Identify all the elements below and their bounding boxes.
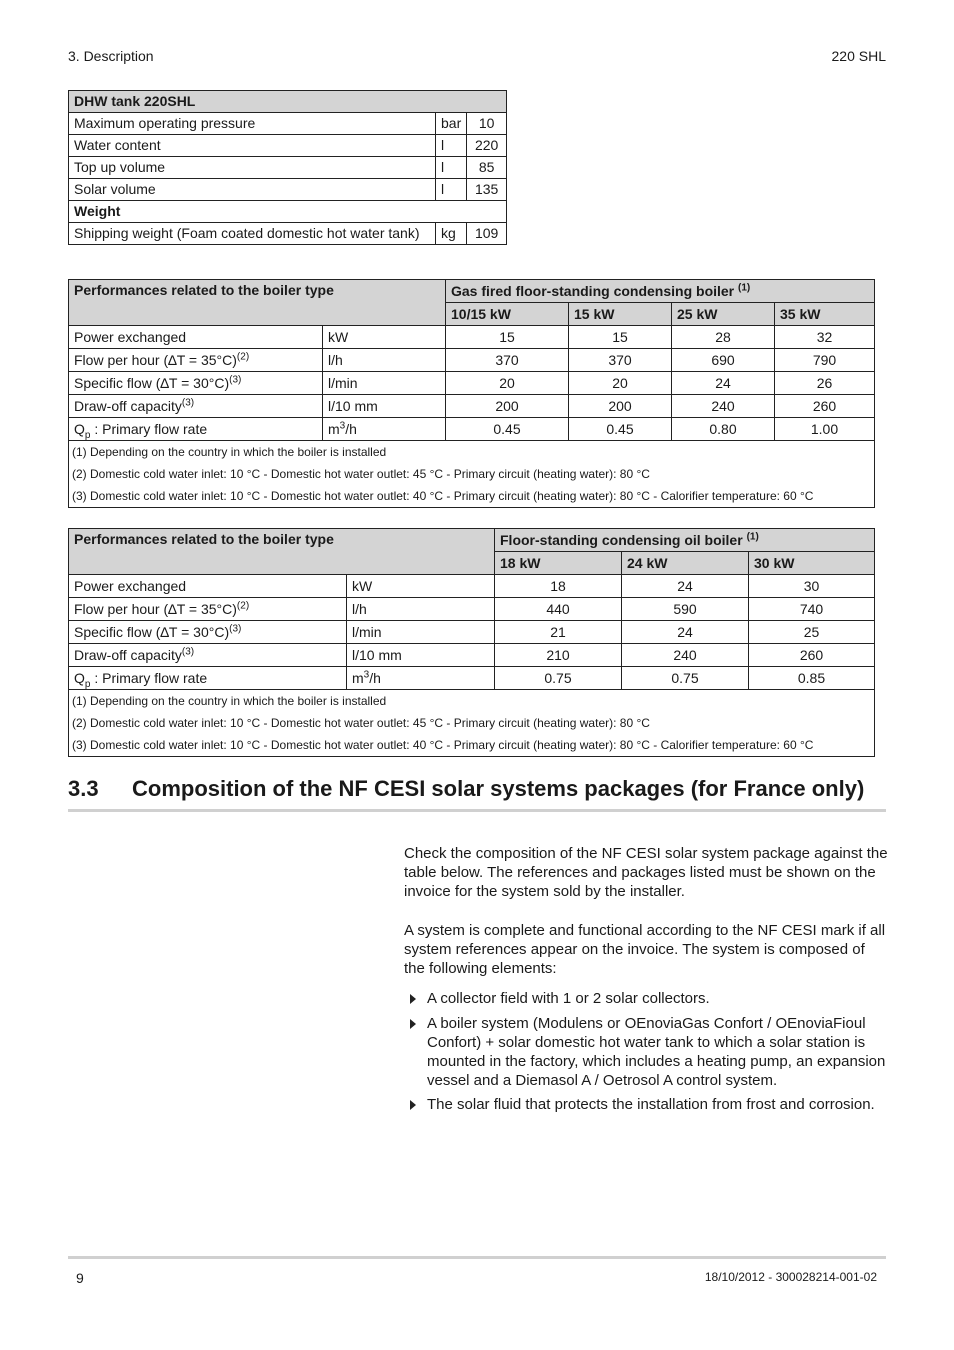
table-row	[69, 349, 875, 372]
list-item	[404, 989, 888, 1008]
row-unit: kW	[323, 326, 446, 349]
row-label: $Q_p$ : Primary flow rate	[69, 667, 347, 690]
table-row	[69, 621, 875, 644]
dhw-tank-table	[68, 90, 507, 245]
cell-value: 15	[446, 326, 569, 349]
document-reference: 18/10/2012 - 300028214-001-02	[704, 1270, 877, 1284]
row-unit: l	[436, 157, 467, 179]
gas-group-heading: Gas fired floor-standing condensing boiler $^{(1)}$	[446, 280, 875, 303]
footer-divider	[68, 1256, 886, 1259]
row-value: 109	[467, 223, 507, 245]
dhw-table-title: DHW tank 220SHL	[69, 91, 507, 113]
table-row	[69, 223, 507, 245]
row-unit: l	[436, 179, 467, 201]
column-header: 24 kW	[622, 552, 749, 575]
row-value: 85	[467, 157, 507, 179]
cell-value: 690	[672, 349, 775, 372]
oil-table-heading: Performances related to the boiler type	[69, 529, 495, 575]
header-section: 3. Description	[68, 48, 154, 64]
list-item-text: The solar fluid that protects the installation from frost and corrosion.	[427, 1096, 875, 1113]
table-row	[69, 113, 507, 135]
row-label: Power exchanged	[69, 326, 323, 349]
cell-value: 0.75	[495, 667, 622, 690]
row-unit: l/min	[347, 621, 495, 644]
table-footnotes	[69, 690, 875, 757]
cell-value: 0.75	[622, 667, 749, 690]
cell-value: 370	[446, 349, 569, 372]
section-number: 3.3	[68, 776, 99, 801]
cell-value: 32	[775, 326, 875, 349]
row-unit: kg	[436, 223, 467, 245]
cell-value: 0.80	[672, 418, 775, 441]
cell-value: 210	[495, 644, 622, 667]
cell-value: 24	[622, 621, 749, 644]
cell-value: 240	[622, 644, 749, 667]
column-header: 35 kW	[775, 303, 875, 326]
cell-value: 200	[446, 395, 569, 418]
cell-value: 200	[569, 395, 672, 418]
footnote: (2) Domestic cold water inlet: 10 °C - Domestic hot water outlet: 45 °C - Primary circuit (heating water): 80 °C	[72, 716, 650, 730]
cell-value: 30	[749, 575, 875, 598]
list-item	[404, 1014, 888, 1090]
cell-value: 25	[749, 621, 875, 644]
table-row	[69, 179, 507, 201]
table-row	[69, 157, 507, 179]
row-label: Maximum operating pressure	[69, 113, 436, 135]
row-label: $Q_p$ : Primary flow rate	[69, 418, 323, 441]
oil-group-heading: Floor-standing condensing oil boiler $^{(1)}$	[495, 529, 875, 552]
column-header: 18 kW	[495, 552, 622, 575]
section-divider	[68, 809, 886, 812]
weight-heading: Weight	[69, 201, 507, 223]
row-label: Top up volume	[69, 157, 436, 179]
row-unit: l/10 mm	[347, 644, 495, 667]
footnote: (3) Domestic cold water inlet: 10 °C - Domestic hot water outlet: 40 °C - Primary circuit (heating water): 80 °C - Calorifier temperature: 60 °C	[72, 489, 814, 503]
cell-value: 0.45	[446, 418, 569, 441]
cell-value: 24	[672, 372, 775, 395]
cell-value: 20	[569, 372, 672, 395]
row-label: Power exchanged	[69, 575, 347, 598]
row-unit: kW	[347, 575, 495, 598]
bullet-arrow-icon	[410, 1100, 416, 1110]
column-header: 15 kW	[569, 303, 672, 326]
footnote: (1) Depending on the country in which the boiler is installed	[72, 694, 387, 708]
table-row	[69, 135, 507, 157]
row-unit: bar	[436, 113, 467, 135]
row-label: Solar volume	[69, 179, 436, 201]
row-label: Draw-off capacity$^{(3)}$	[69, 644, 347, 667]
cell-value: 260	[775, 395, 875, 418]
table-row	[69, 598, 875, 621]
row-value: 10	[467, 113, 507, 135]
header-product: 220 SHL	[831, 48, 886, 64]
table-row	[69, 644, 875, 667]
footnote: (2) Domestic cold water inlet: 10 °C - Domestic hot water outlet: 45 °C - Primary circuit (heating water): 80 °C	[72, 467, 650, 481]
cell-value: 15	[569, 326, 672, 349]
gas-performance-table	[68, 279, 875, 508]
cell-value: 590	[622, 598, 749, 621]
table-row	[69, 372, 875, 395]
row-value: 220	[467, 135, 507, 157]
row-unit: l/h	[347, 598, 495, 621]
row-unit: $m^3/h$	[323, 418, 446, 441]
cell-value: 740	[749, 598, 875, 621]
list-item	[404, 1095, 888, 1114]
section-title: Composition of the NF CESI solar systems packages (for France only)	[132, 776, 865, 801]
cell-value: 20	[446, 372, 569, 395]
table-row	[69, 418, 875, 441]
row-label: Shipping weight (Foam coated domestic hot water tank)	[69, 223, 436, 245]
table-row	[69, 575, 875, 598]
row-label: Specific flow (∆T = 30°C)$^{(3)}$	[69, 621, 347, 644]
paragraph-intro: Check the composition of the NF CESI solar system package against the table below. The references and packages listed must be shown on the invoice for the system sold by the installer.	[404, 845, 888, 900]
cell-value: 370	[569, 349, 672, 372]
bullet-arrow-icon	[410, 1019, 416, 1029]
column-header: 10/15 kW	[446, 303, 569, 326]
column-header: 30 kW	[749, 552, 875, 575]
table-row	[69, 667, 875, 690]
row-label: Flow per hour (∆T = 35°C)$^{(2)}$	[69, 349, 323, 372]
list-item-text: A collector field with 1 or 2 solar collectors.	[427, 990, 710, 1007]
cell-value: 26	[775, 372, 875, 395]
column-header: 25 kW	[672, 303, 775, 326]
gas-table-heading: Performances related to the boiler type	[69, 280, 446, 326]
footnote: (3) Domestic cold water inlet: 10 °C - Domestic hot water outlet: 40 °C - Primary circuit (heating water): 80 °C - Calorifier temperature: 60 °C	[72, 738, 814, 752]
row-label: Water content	[69, 135, 436, 157]
section-heading	[68, 776, 864, 802]
row-unit: $m^3/h$	[347, 667, 495, 690]
table-row	[69, 326, 875, 349]
cell-value: 1.00	[775, 418, 875, 441]
cell-value: 260	[749, 644, 875, 667]
bullet-arrow-icon	[410, 994, 416, 1004]
row-label: Flow per hour (∆T = 35°C)$^{(2)}$	[69, 598, 347, 621]
cell-value: 18	[495, 575, 622, 598]
cell-value: 790	[775, 349, 875, 372]
page-number: 9	[76, 1270, 84, 1286]
cell-value: 240	[672, 395, 775, 418]
table-footnotes	[69, 441, 875, 508]
cell-value: 440	[495, 598, 622, 621]
list-item-text: A boiler system (Modulens or OEnoviaGas Confort / OEnoviaFioul Confort) + solar domestic hot water tank to which a solar station is mounted in the factory, which includes a heating pump, an expansion vessel and a Diemasol A / Oetrosol A control system.	[427, 1015, 886, 1089]
row-label: Draw-off capacity$^{(3)}$	[69, 395, 323, 418]
cell-value: 21	[495, 621, 622, 644]
cell-value: 24	[622, 575, 749, 598]
row-unit: l/h	[323, 349, 446, 372]
row-label: Specific flow (∆T = 30°C)$^{(3)}$	[69, 372, 323, 395]
cell-value: 28	[672, 326, 775, 349]
row-unit: l	[436, 135, 467, 157]
footnote: (1) Depending on the country in which the boiler is installed	[72, 445, 387, 459]
table-row	[69, 395, 875, 418]
cell-value: 0.85	[749, 667, 875, 690]
paragraph-system: A system is complete and functional according to the NF CESI mark if all system references appear on the invoice. The system is composed of the following elements:	[404, 922, 886, 977]
row-unit: l/10 mm	[323, 395, 446, 418]
row-value: 135	[467, 179, 507, 201]
row-unit: l/min	[323, 372, 446, 395]
cell-value: 0.45	[569, 418, 672, 441]
oil-performance-table	[68, 528, 875, 757]
